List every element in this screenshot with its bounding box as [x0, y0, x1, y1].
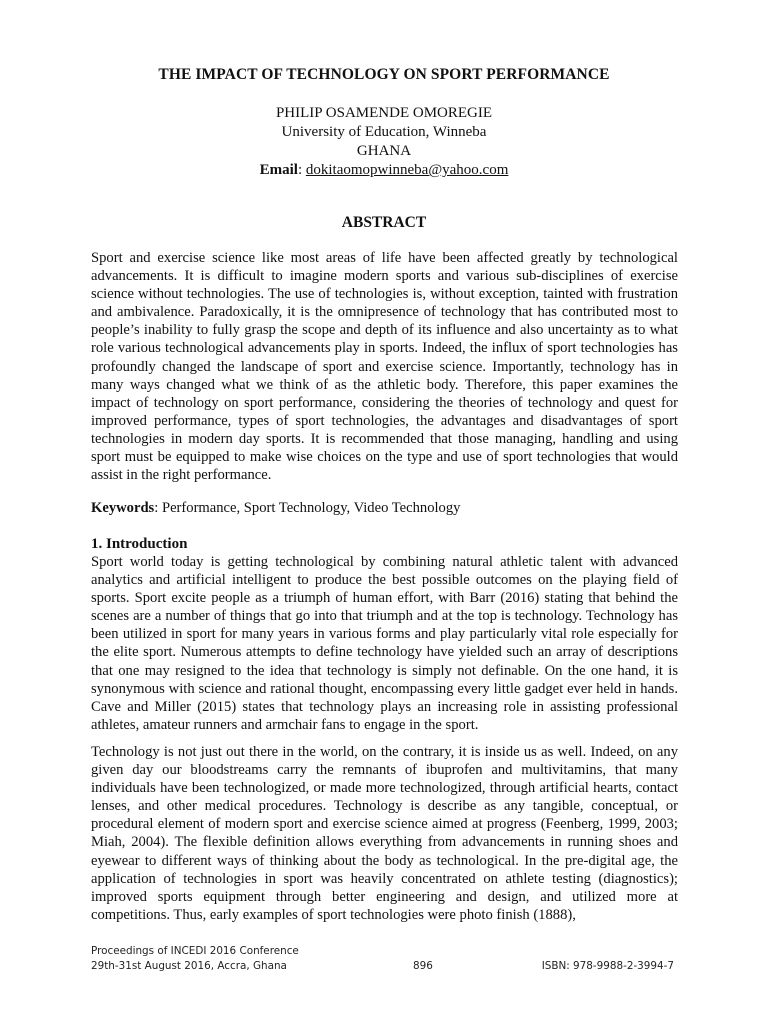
footer-isbn: ISBN: 978-9988-2-3994-7	[541, 960, 674, 972]
email-colon: :	[297, 162, 306, 178]
footer-row	[91, 959, 674, 974]
author-name: PHILIP OSAMENDE OMOREGIE	[275, 105, 493, 121]
keywords-value: : Performance, Sport Technology, Video Technology	[154, 500, 461, 516]
author-email-line	[0, 161, 768, 180]
abstract-paragraph: Sport and exercise science like most areas of life have been affected greatly by technological advancements. It is difficult to imagine modern sports and various sub-disciplines of exercise science without technologies. The use of technologies is, without exception, tainted with frustration and ambivalence. Paradoxically, it is the omnipresence of technology that has contributed most to people’s inability to fully grasp the scope and depth of its influence and also uncertainty as to what role various technological advancements play in sports. Indeed, the influx of sport technologies has profoundly changed the landscape of sport and exercise science. Importantly, technology has in many ways changed what we think of as the athletic body. Therefore, this paper examines the impact of technology on sport performance, considering the theories of technology and quest for improved performance, types of sport technologies, the advantages and disadvantages of sport technologies in modern day sports. It is recommended that those managing, handling and using sport must be equipped to make wise choices on the type and use of sport technologies that would assist in the right performance.	[91, 250, 678, 484]
keywords-label: Keywords	[91, 500, 155, 516]
email-label: Email	[259, 162, 298, 178]
body-paragraph: Technology is not just out there in the world, on the contrary, it is inside us as well. Indeed, on any given day our bloodstreams carry the remnants of ibuprofen and multivitamins, that many individuals have been technologized, or made more technologized, through artificial hearts, contact lenses, and other medical procedures. Technology is describe as any tangible, conceptual, or procedural element of modern sport and exercise science aimed at progress (Feenberg, 1999, 2003; Miah, 2004). The flexible definition allows everything from advancements in running shoes and eyewear to different ways of thinking about the body as technological. In the pre-digital age, the application of technologies in sport was heavily concentrated on athlete testing (diagnostics); improved sports equipment through better engineering and design, and utilized more at competitions. Thus, early examples of sport technologies were photo finish (1888),	[91, 744, 678, 923]
footer-proceedings: Proceedings of INCEDI 2016 Conference	[91, 945, 299, 957]
paper-title: THE IMPACT OF TECHNOLOGY ON SPORT PERFORMANCE	[158, 66, 610, 83]
page-number: 896	[413, 960, 433, 972]
keywords-line	[91, 500, 678, 517]
footer-dates: 29th-31st August 2016, Accra, Ghana	[91, 960, 287, 972]
page-footer	[91, 944, 674, 974]
author-block	[0, 104, 768, 180]
author-affiliation: University of Education, Winneba	[281, 124, 487, 140]
email-link[interactable]: dokitaomopwinneba@yahoo.com	[305, 162, 509, 178]
abstract-heading: ABSTRACT	[341, 214, 427, 231]
section-heading-introduction: 1. Introduction	[91, 536, 188, 552]
author-country: GHANA	[356, 143, 412, 159]
body-paragraph: Sport world today is getting technological by combining natural athletic talent with advanced analytics and artificial intelligent to produce the best possible outcomes on the playing field of sports. Sport excite people as a triumph of human effort, with Barr (2016) stating that behind the scenes are a number of things that go into that triumph and at the top is technology. Technology has been utilized in sport for many years in various forms and play particularly vital role especially for the elite sport. Numerous attempts to define technology have yielded such an array of descriptions that one may resigned to the idea that technology is simply not definable. On the one hand, it is synonymous with science and rational thought, encompassing every little gadget ever held in hands. Cave and Miller (2015) states that technology plays an increasing role in assisting professional athletes, amateur runners and armchair fans to engage in the sport.	[91, 554, 678, 733]
